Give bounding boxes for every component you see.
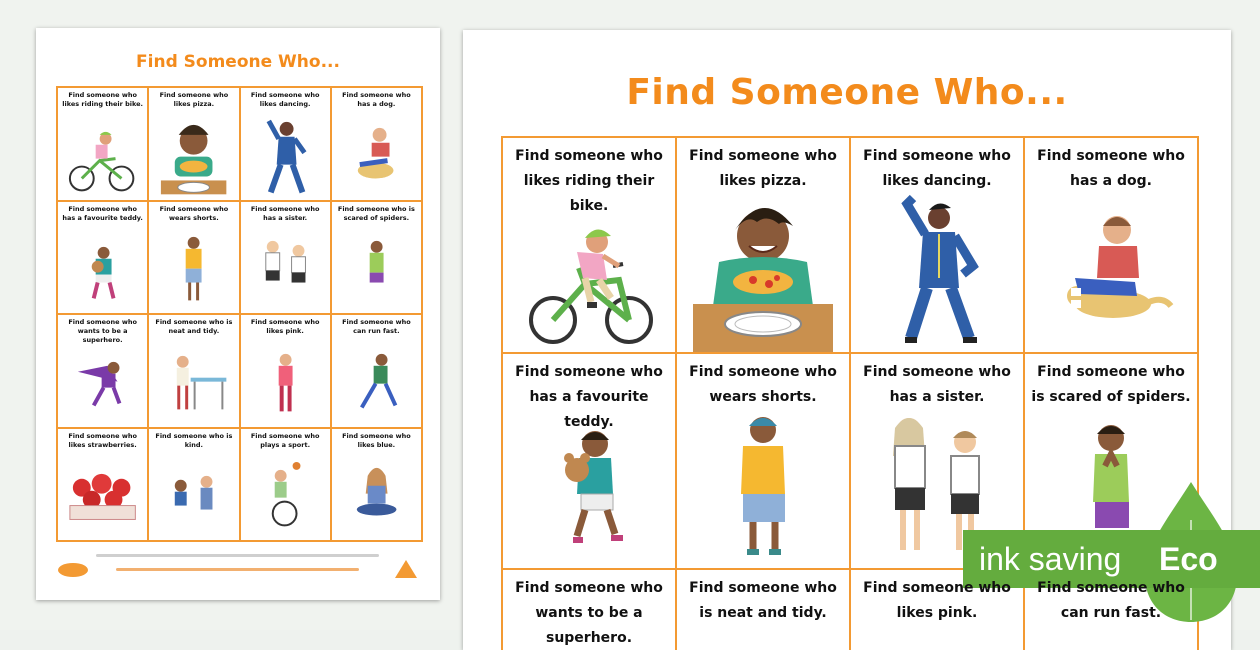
prompt-text: Find someone who has a sister. [250,204,320,222]
prompt-text: Find someone who likes strawberries. [68,431,137,449]
prompt-text: Find someone who wants to be a superhero. [515,580,663,646]
prompt-text: Find someone who likes blue. [342,431,411,449]
prompt-text: Find someone who has a favourite teddy. [62,204,143,222]
prompt-text: Find someone who likes dancing. [863,148,1011,189]
cell-superhero [58,315,147,427]
prompt-text: Find someone who likes pink. [250,318,320,335]
prompt-text: Find someone who is neat and tidy. [155,318,233,335]
cell-tidy [677,570,849,650]
cell-dancing [851,138,1023,352]
prompt-text: Find someone who likes pizza. [689,148,837,189]
cell-pink [851,570,1023,650]
prompt-text: Find someone who likes riding their bike. [62,91,143,108]
worksheet-thumbnail[interactable] [36,28,440,600]
cell-tidy [149,315,238,427]
cell-kind [149,429,238,541]
ink-saving-label: ink saving [979,541,1122,577]
cell-run-fast [1025,570,1197,650]
eco-tag: Eco [1159,541,1218,577]
prompt-text: Find someone who plays a sport. [250,431,320,449]
prompt-text: Find someone who wears shorts. [689,364,837,405]
cell-pink [241,315,330,427]
cell-dancing [241,88,330,200]
cell-spiders [332,202,421,314]
prompt-text: Find someone who likes pizza. [159,91,229,108]
cell-shorts [149,202,238,314]
prompt-text: Find someone who has a dog. [1037,148,1185,189]
prompt-text: Find someone who likes pink. [863,580,1011,621]
mascot-icon [393,558,419,580]
cell-strawberries [58,429,147,541]
brand-logo-icon [56,560,90,580]
worksheet-title: Find Someone Who... [626,72,1068,113]
footer-text-line [116,568,359,571]
prompt-text: Find someone who likes dancing. [250,91,320,108]
cell-bike [58,88,147,200]
worksheet-title-small: Find Someone Who... [136,52,340,72]
prompt-text: Find someone who is scared of spiders. [1031,364,1191,405]
prompt-text: Find someone who is kind. [155,431,233,449]
cell-pizza [149,88,238,200]
cell-sister [241,202,330,314]
prompt-text: Find someone who wears shorts. [159,204,229,222]
cell-dog [332,88,421,200]
prompt-grid-small [56,86,423,542]
prompt-text: Find someone who likes riding their bike. [515,148,663,214]
cell-bike [503,138,675,352]
cell-teddy [58,202,147,314]
thumbnail-footer [56,546,419,592]
cell-sport [241,429,330,541]
cell-superhero [503,570,675,650]
prompt-text: Find someone who has a sister. [863,364,1011,405]
cell-run-fast [332,315,421,427]
prompt-text: Find someone who can run fast. [1037,580,1185,621]
cell-teddy [503,354,675,568]
prompt-text: Find someone who has a dog. [342,91,411,108]
cell-shorts [677,354,849,568]
prompt-text: Find someone who is neat and tidy. [689,580,837,621]
footer-text-line [96,554,379,557]
prompt-text: Find someone who is scared of spiders. [337,204,415,222]
prompt-text: Find someone who wants to be a superhero. [68,318,137,344]
prompt-text: Find someone who can run fast. [342,318,411,335]
cell-dog [1025,138,1197,352]
prompt-grid [501,136,1199,650]
cell-pizza [677,138,849,352]
prompt-text: Find someone who has a favourite teddy. [515,364,663,430]
cell-blue [332,429,421,541]
